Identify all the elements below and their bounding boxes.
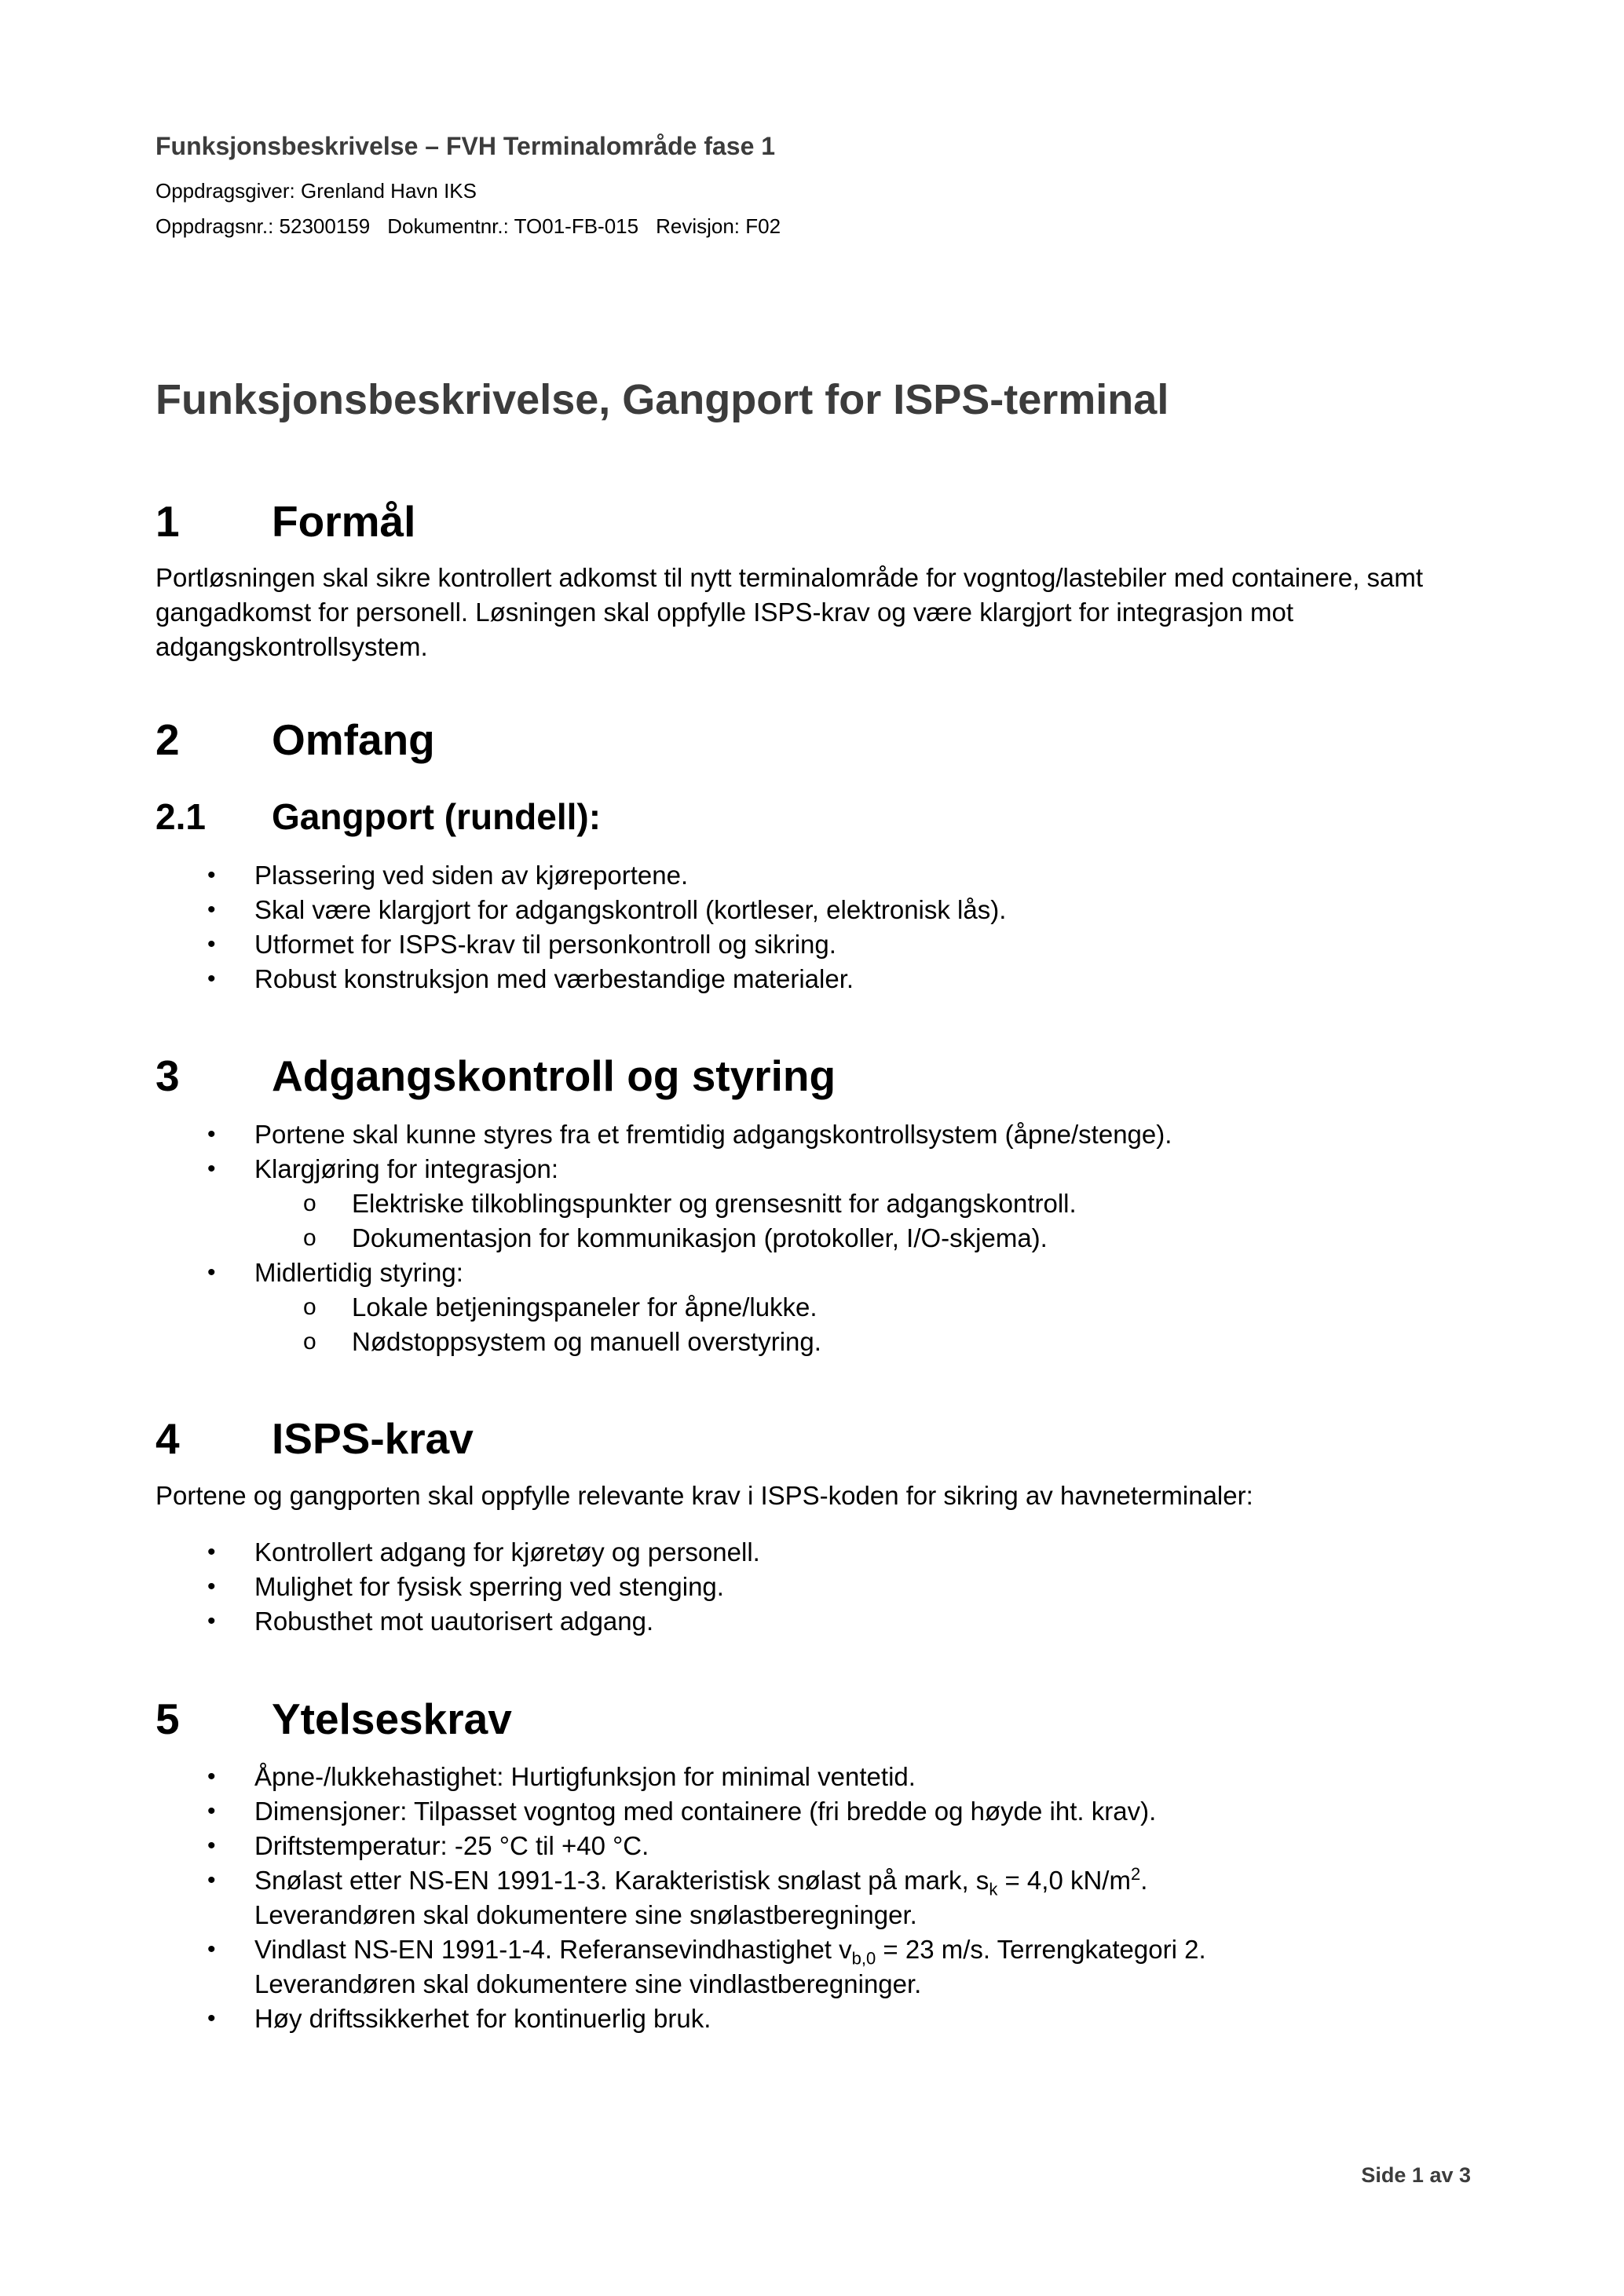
sub-list-item: o Elektriske tilkoblingspunkter og grensesnitt for adgangskontroll. [155,1186,1490,1221]
sub-list-item: o Dokumentasjon for kommunikasjon (protokoller, I/O-skjema). [155,1221,1490,1256]
sub-list-item: o Lokale betjeningspaneler for åpne/lukke. [155,1290,1490,1325]
list-item-text: Snølast etter NS-EN 1991-1-3. Karakteristisk snølast på mark, s [254,1866,989,1895]
section-2-1-heading [155,795,601,838]
list-item-text: Klargjøring for integrasjon: [254,1154,559,1183]
section-number: 2.1 [155,796,206,837]
section-number: 3 [155,1051,180,1100]
section-title: Ytelseskrav [272,1695,512,1743]
section-number: 5 [155,1695,180,1743]
section-title: ISPS-krav [272,1414,474,1463]
section-number: 2 [155,715,180,764]
section-number: 1 [155,497,180,546]
section-title: Gangport (rundell): [272,796,602,837]
list-item: • Portene skal kunne styres fra et fremtidig adgangskontrollsystem (åpne/stenge). [155,1117,1490,1152]
list-item-text: Leverandøren skal dokumentere sine vindlastberegninger. [254,1969,922,1998]
document-number: Dokumentnr.: TO01-FB-015 [387,214,639,238]
list-item-text: . [1140,1866,1148,1895]
header-client: Oppdragsgiver: Grenland Havn IKS [155,179,477,203]
section-2-heading [155,715,435,765]
section-title: Adgangskontroll og styring [272,1051,836,1100]
header-title: Funksjonsbeskrivelse – FVH Terminalområde fase 1 [155,132,776,160]
list-item: • Robust konstruksjon med værbestandige materialer. [155,962,1490,996]
list-item: • Utformet for ISPS-krav til personkontroll og sikring. [155,927,1490,962]
list-item [155,1152,1490,1256]
revision: Revisjon: F02 [656,214,781,238]
list-item: • Høy driftssikkerhet for kontinuerlig bruk. [155,2002,1490,2036]
list-item: • Robusthet mot uautorisert adgang. [155,1604,1490,1639]
section-4-paragraph: Portene og gangporten skal oppfylle relevante krav i ISPS-koden for sikring av havneterminaler: [155,1481,1253,1510]
list-item: • Kontrollert adgang for kjøretøy og personell. [155,1535,1490,1570]
assignment-number: Oppdragsnr.: 52300159 [155,214,371,238]
list-item-text: Leverandøren skal dokumentere sine snølastberegninger. [254,1900,917,1929]
page-number: Side 1 av 3 [1361,2163,1471,2187]
list-item: • Plassering ved siden av kjøreportene. [155,858,1490,893]
section-1-heading [155,496,415,547]
superscript: 2 [1130,1864,1141,1884]
list-item [155,1932,1490,2002]
section-1-paragraph: Portløsningen skal sikre kontrollert adkomst til nytt terminalområde for vogntog/lastebiler med containere, samt gangadkomst for personell. Løsningen skal oppfylle ISPS-krav og være klargjort for integrasjon mot adgangskontrollsystem. [155,563,1424,661]
section-4-heading [155,1413,474,1464]
section-4-list [155,1535,1490,1639]
list-item-text: = 4,0 kN/m [997,1866,1131,1895]
sub-list [155,1186,1490,1256]
section-3-list [155,1117,1490,1359]
list-item-text: Midlertidig styring: [254,1258,463,1287]
document-title: Funksjonsbeskrivelse, Gangport for ISPS-terminal [155,376,1169,423]
list-item: • Driftstemperatur: -25 °C til +40 °C. [155,1829,1490,1863]
section-2-1-list [155,858,1490,996]
list-item: • Åpne-/lukkehastighet: Hurtigfunksjon for minimal ventetid. [155,1760,1490,1794]
section-5-heading [155,1694,512,1744]
section-title: Formål [272,497,416,546]
section-5-list [155,1760,1490,2036]
sub-list [155,1290,1490,1359]
section-3-heading [155,1051,836,1101]
list-item: • Mulighet for fysisk sperring ved stenging. [155,1570,1490,1604]
subscript: k [989,1879,998,1899]
sub-list-item: o Nødstoppsystem og manuell overstyring. [155,1325,1490,1359]
section-title: Omfang [272,715,435,764]
list-item: • Dimensjoner: Tilpasset vogntog med containere (fri bredde og høyde iht. krav). [155,1794,1490,1829]
list-item-text: Vindlast NS-EN 1991-1-4. Referansevindhastighet v [254,1935,852,1964]
header-references [155,214,798,239]
section-number: 4 [155,1414,180,1463]
list-item: • Skal være klargjort for adgangskontroll (kortleser, elektronisk lås). [155,893,1490,927]
subscript: b,0 [851,1948,876,1969]
list-item [155,1256,1490,1359]
list-item [155,1863,1490,1932]
list-item-text: = 23 m/s. Terrengkategori 2. [876,1935,1206,1964]
